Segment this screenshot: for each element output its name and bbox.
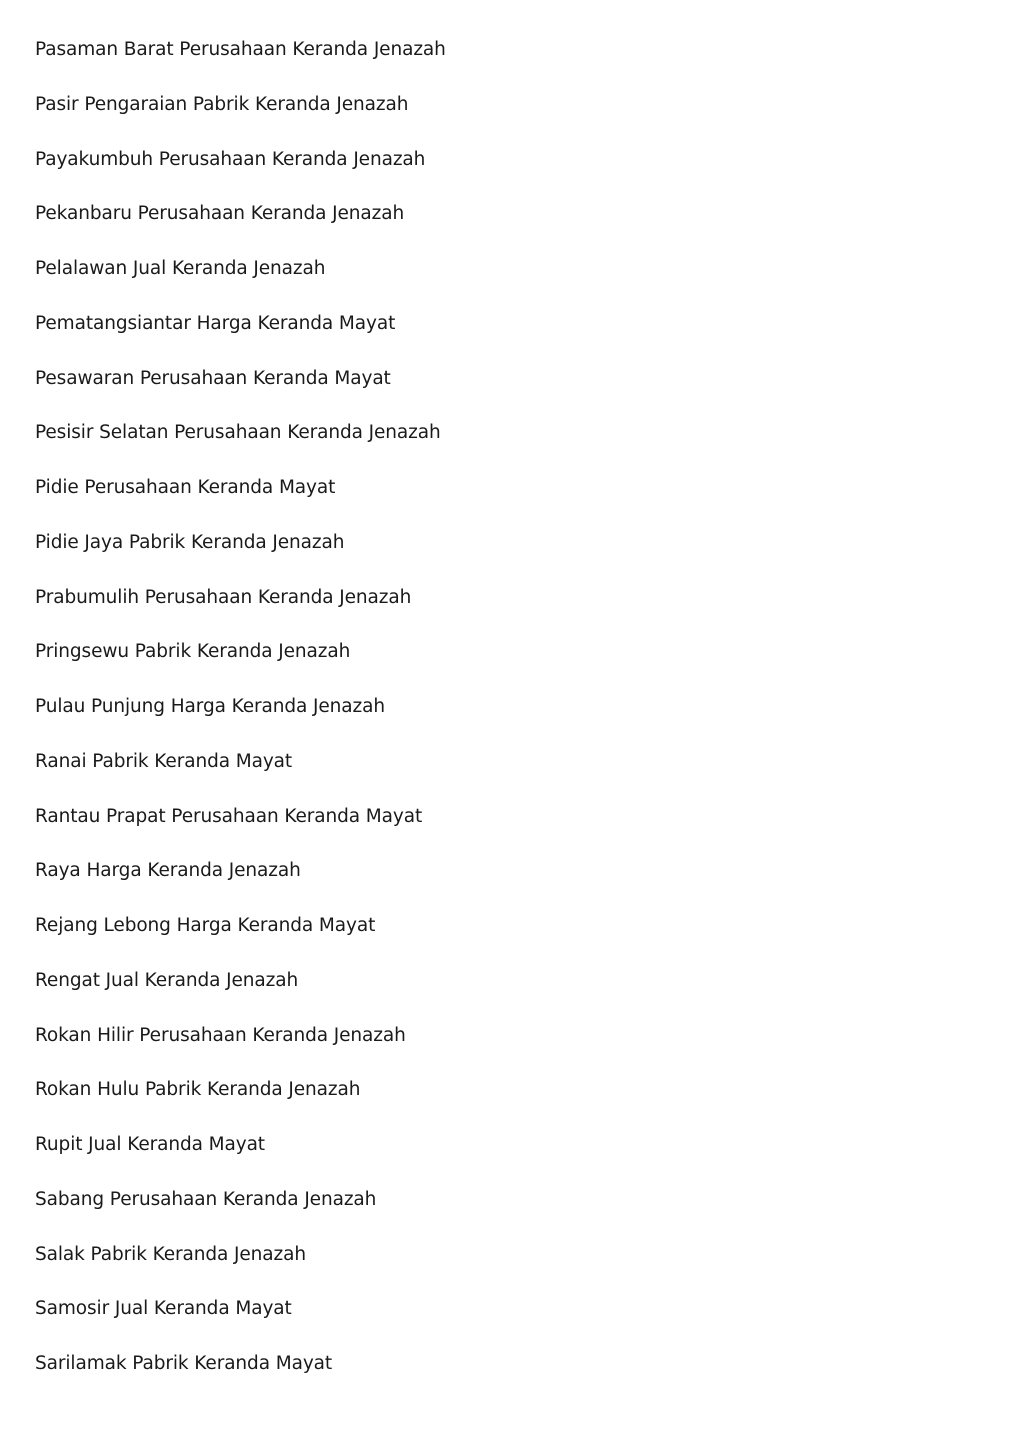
- text-line: Rejang Lebong Harga Keranda Mayat: [35, 915, 376, 936]
- text-line: Pesawaran Perusahaan Keranda Mayat: [35, 367, 391, 389]
- text-line: Ranai Pabrik Keranda Mayat: [35, 750, 293, 772]
- text-line: Rengat Jual Keranda Jenazah: [35, 969, 299, 991]
- text-line: Rokan Hilir Perusahaan Keranda Jenazah: [35, 1024, 406, 1046]
- text-line-list: [35, 37, 446, 1406]
- text-line: Raya Harga Keranda Jenazah: [35, 860, 301, 882]
- text-line: Sarilamak Pabrik Keranda Mayat: [35, 1353, 333, 1374]
- text-line: Pelalawan Jual Keranda Jenazah: [35, 258, 326, 279]
- text-line: Rantau Prapat Perusahaan Keranda Mayat: [35, 805, 423, 827]
- text-line: Samosir Jual Keranda Mayat: [35, 1298, 292, 1320]
- text-line: Pulau Punjung Harga Keranda Jenazah: [35, 696, 386, 717]
- text-line: Pidie Jaya Pabrik Keranda Jenazah: [35, 531, 345, 553]
- text-line: Pekanbaru Perusahaan Keranda Jenazah: [35, 203, 405, 225]
- text-line: Rupit Jual Keranda Mayat: [35, 1134, 265, 1155]
- text-line: Pasaman Barat Perusahaan Keranda Jenazah: [35, 39, 446, 60]
- text-line: Pematangsiantar Harga Keranda Mayat: [35, 312, 396, 334]
- text-line: Pasir Pengaraian Pabrik Keranda Jenazah: [35, 93, 409, 115]
- text-line: Pidie Perusahaan Keranda Mayat: [35, 477, 336, 498]
- text-line: Salak Pabrik Keranda Jenazah: [35, 1243, 306, 1265]
- text-line: Payakumbuh Perusahaan Keranda Jenazah: [35, 148, 426, 170]
- text-line: Prabumulih Perusahaan Keranda Jenazah: [35, 586, 412, 608]
- text-line: Sabang Perusahaan Keranda Jenazah: [35, 1188, 377, 1210]
- text-line: Rokan Hulu Pabrik Keranda Jenazah: [35, 1079, 361, 1101]
- text-line: Pringsewu Pabrik Keranda Jenazah: [35, 641, 351, 663]
- text-line: Pesisir Selatan Perusahaan Keranda Jenazah: [35, 422, 441, 444]
